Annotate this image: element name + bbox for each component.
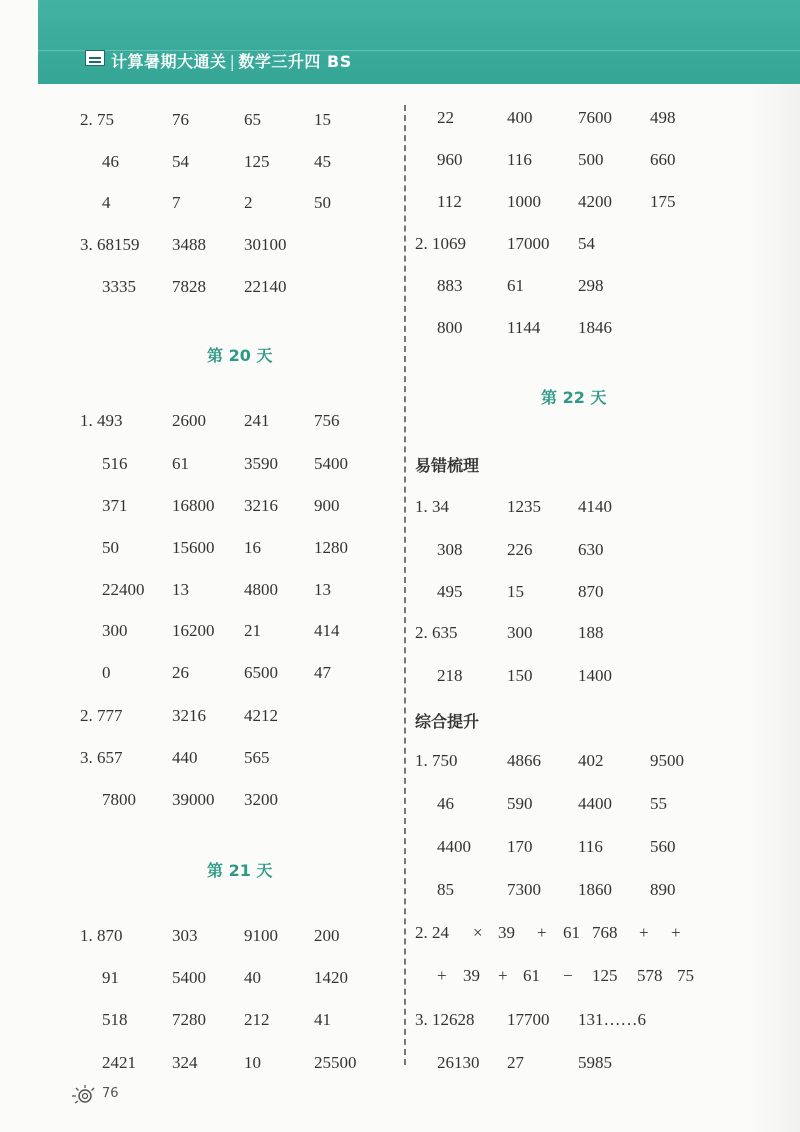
answer-cell: 2. 635 bbox=[415, 623, 458, 642]
answer-cell: 440 bbox=[172, 748, 198, 767]
answer-cell: 308 bbox=[437, 540, 463, 559]
answer-cell: + bbox=[639, 923, 649, 942]
answer-cell: 125 bbox=[592, 966, 618, 985]
answer-cell: 7 bbox=[172, 193, 181, 212]
answer-cell: 3200 bbox=[244, 790, 278, 809]
answer-cell: 1860 bbox=[578, 880, 612, 899]
answer-cell: 22 bbox=[437, 108, 454, 127]
answer-cell: 7280 bbox=[172, 1010, 206, 1029]
book-subject-title: 数学三升四 bbox=[238, 52, 321, 71]
answer-cell: 25500 bbox=[314, 1053, 357, 1072]
answer-cell: 1400 bbox=[578, 666, 612, 685]
day-21-title: 第 21 天 bbox=[207, 861, 273, 880]
book-series-title: 计算暑期大通关 bbox=[111, 52, 227, 71]
answer-cell: 300 bbox=[507, 623, 533, 642]
answer-cell: 46 bbox=[102, 152, 119, 171]
answer-cell: 17000 bbox=[507, 234, 550, 253]
answer-cell: 61 bbox=[507, 276, 524, 295]
answer-cell: 303 bbox=[172, 926, 198, 945]
answer-cell: 2. 777 bbox=[80, 706, 123, 725]
answer-cell: 150 bbox=[507, 666, 533, 685]
answer-cell: 39 bbox=[498, 923, 515, 942]
day-20-title: 第 20 天 bbox=[207, 346, 273, 365]
answer-cell: 131……6 bbox=[578, 1010, 646, 1029]
page-number: 76 bbox=[102, 1086, 119, 1101]
answer-cell: 175 bbox=[650, 192, 676, 211]
answer-cell: 15 bbox=[507, 582, 524, 601]
answer-cell: + bbox=[537, 923, 547, 942]
answer-cell: 3335 bbox=[102, 277, 136, 296]
answer-cell: 7828 bbox=[172, 277, 206, 296]
answer-cell: 50 bbox=[314, 193, 331, 212]
column-divider bbox=[404, 105, 406, 1065]
answer-cell: 13 bbox=[314, 580, 331, 599]
answer-cell: 61 bbox=[523, 966, 540, 985]
answer-cell: 498 bbox=[650, 108, 676, 127]
header-title bbox=[111, 49, 352, 72]
answer-cell: 2600 bbox=[172, 411, 206, 430]
answer-cell: 76 bbox=[172, 110, 189, 129]
answer-cell: 5400 bbox=[172, 968, 206, 987]
answer-cell: 4866 bbox=[507, 751, 541, 770]
answer-cell: 75 bbox=[677, 966, 694, 985]
answer-cell: 22400 bbox=[102, 580, 145, 599]
answer-cell: 116 bbox=[507, 150, 532, 169]
section-improve-title: 综合提升 bbox=[415, 712, 480, 731]
book-icon bbox=[85, 50, 105, 66]
answer-cell: 40 bbox=[244, 968, 261, 987]
answer-cell: 85 bbox=[437, 880, 454, 899]
answer-cell: 324 bbox=[172, 1053, 198, 1072]
answer-cell: 768 bbox=[592, 923, 618, 942]
answer-cell: 13 bbox=[172, 580, 189, 599]
section-errors-title: 易错梳理 bbox=[415, 456, 480, 475]
answer-cell: 65 bbox=[244, 110, 261, 129]
answer-cell: 298 bbox=[578, 276, 604, 295]
answer-cell: 495 bbox=[437, 582, 463, 601]
answer-cell: × bbox=[473, 923, 483, 942]
answer-cell: 4400 bbox=[578, 794, 612, 813]
answer-cell: 870 bbox=[578, 582, 604, 601]
answer-cell: 883 bbox=[437, 276, 463, 295]
answer-cell: 960 bbox=[437, 150, 463, 169]
answer-cell: 3. 657 bbox=[80, 748, 123, 767]
answer-cell: 226 bbox=[507, 540, 533, 559]
answer-cell: 22140 bbox=[244, 277, 287, 296]
answer-cell: 1. 493 bbox=[80, 411, 123, 430]
answer-cell: 26 bbox=[172, 663, 189, 682]
answer-cell: 500 bbox=[578, 150, 604, 169]
answer-cell: 3216 bbox=[244, 496, 278, 515]
answer-cell: 55 bbox=[650, 794, 667, 813]
answer-cell: 3. 68159 bbox=[80, 235, 140, 254]
answer-cell: 91 bbox=[102, 968, 119, 987]
answer-cell: 170 bbox=[507, 837, 533, 856]
answer-cell: 756 bbox=[314, 411, 340, 430]
answer-cell: 1000 bbox=[507, 192, 541, 211]
answer-cell: 3590 bbox=[244, 454, 278, 473]
answer-cell: 2. 75 bbox=[80, 110, 114, 129]
answer-cell: 1. 870 bbox=[80, 926, 123, 945]
answer-cell: 125 bbox=[244, 152, 270, 171]
answer-cell: 46 bbox=[437, 794, 454, 813]
answer-cell: 27 bbox=[507, 1053, 524, 1072]
answer-cell: 300 bbox=[102, 621, 128, 640]
answer-cell: 565 bbox=[244, 748, 270, 767]
answer-cell: 26130 bbox=[437, 1053, 480, 1072]
answer-cell: 516 bbox=[102, 454, 128, 473]
answer-cell: 1235 bbox=[507, 497, 541, 516]
answer-cell: 7300 bbox=[507, 880, 541, 899]
answer-cell: 4800 bbox=[244, 580, 278, 599]
answer-cell: 116 bbox=[578, 837, 603, 856]
answer-cell: 3. 12628 bbox=[415, 1010, 475, 1029]
answer-cell: 30100 bbox=[244, 235, 287, 254]
answer-cell: + bbox=[498, 966, 508, 985]
answer-cell: − bbox=[563, 966, 573, 985]
answer-cell: 402 bbox=[578, 751, 604, 770]
answer-cell: 61 bbox=[172, 454, 189, 473]
answer-cell: 9100 bbox=[244, 926, 278, 945]
answer-cell: 900 bbox=[314, 496, 340, 515]
answer-cell: 61 bbox=[563, 923, 580, 942]
sun-swirl-icon bbox=[70, 1083, 98, 1107]
answer-cell: 2421 bbox=[102, 1053, 136, 1072]
edition-label: BS bbox=[327, 52, 352, 71]
answer-cell: 371 bbox=[102, 496, 128, 515]
answer-cell: 7800 bbox=[102, 790, 136, 809]
answer-cell: 15 bbox=[314, 110, 331, 129]
answer-cell: 3488 bbox=[172, 235, 206, 254]
answer-cell: 15600 bbox=[172, 538, 215, 557]
answer-cell: 241 bbox=[244, 411, 270, 430]
answer-cell: 47 bbox=[314, 663, 331, 682]
answer-cell: 54 bbox=[172, 152, 189, 171]
answer-cell: 16800 bbox=[172, 496, 215, 515]
answer-cell: 2. 1069 bbox=[415, 234, 466, 253]
answer-cell: 200 bbox=[314, 926, 340, 945]
answer-cell: 800 bbox=[437, 318, 463, 337]
answer-cell: 414 bbox=[314, 621, 340, 640]
answer-cell: 188 bbox=[578, 623, 604, 642]
answer-cell: 3216 bbox=[172, 706, 206, 725]
answer-cell: 0 bbox=[102, 663, 111, 682]
answer-cell: 660 bbox=[650, 150, 676, 169]
page-edge-shadow bbox=[748, 84, 800, 1132]
answer-cell: 400 bbox=[507, 108, 533, 127]
answer-cell: 16 bbox=[244, 538, 261, 557]
answer-cell: 10 bbox=[244, 1053, 261, 1072]
answer-cell: 17700 bbox=[507, 1010, 550, 1029]
answer-cell: 1. 34 bbox=[415, 497, 449, 516]
answer-cell: 630 bbox=[578, 540, 604, 559]
answer-cell: 4212 bbox=[244, 706, 278, 725]
answer-cell: 50 bbox=[102, 538, 119, 557]
answer-cell: + bbox=[671, 923, 681, 942]
answer-cell: 41 bbox=[314, 1010, 331, 1029]
answer-cell: 4400 bbox=[437, 837, 471, 856]
answer-cell: 9500 bbox=[650, 751, 684, 770]
answer-cell: 5985 bbox=[578, 1053, 612, 1072]
answer-cell: 39 bbox=[463, 966, 480, 985]
answer-cell: 4 bbox=[102, 193, 111, 212]
answer-cell: 1. 750 bbox=[415, 751, 458, 770]
answer-cell: 1280 bbox=[314, 538, 348, 557]
answer-cell: 218 bbox=[437, 666, 463, 685]
answer-cell: + bbox=[437, 966, 447, 985]
answer-cell: 112 bbox=[437, 192, 462, 211]
answer-cell: 1420 bbox=[314, 968, 348, 987]
answer-cell: 54 bbox=[578, 234, 595, 253]
answer-cell: 16200 bbox=[172, 621, 215, 640]
day-22-title: 第 22 天 bbox=[541, 388, 607, 407]
answer-cell: 518 bbox=[102, 1010, 128, 1029]
answer-cell: 560 bbox=[650, 837, 676, 856]
answer-cell: 7600 bbox=[578, 108, 612, 127]
answer-cell: 578 bbox=[637, 966, 663, 985]
answer-cell: 2 bbox=[244, 193, 253, 212]
header-separator: | bbox=[229, 52, 236, 71]
answer-cell: 5400 bbox=[314, 454, 348, 473]
answer-cell: 6500 bbox=[244, 663, 278, 682]
answer-cell: 21 bbox=[244, 621, 261, 640]
answer-cell: 890 bbox=[650, 880, 676, 899]
answer-cell: 39000 bbox=[172, 790, 215, 809]
answer-cell: 1846 bbox=[578, 318, 612, 337]
answer-cell: 590 bbox=[507, 794, 533, 813]
answer-cell: 4200 bbox=[578, 192, 612, 211]
answer-cell: 45 bbox=[314, 152, 331, 171]
answer-cell: 4140 bbox=[578, 497, 612, 516]
answer-cell: 1144 bbox=[507, 318, 541, 337]
answer-cell: 2. 24 bbox=[415, 923, 449, 942]
answer-cell: 212 bbox=[244, 1010, 270, 1029]
